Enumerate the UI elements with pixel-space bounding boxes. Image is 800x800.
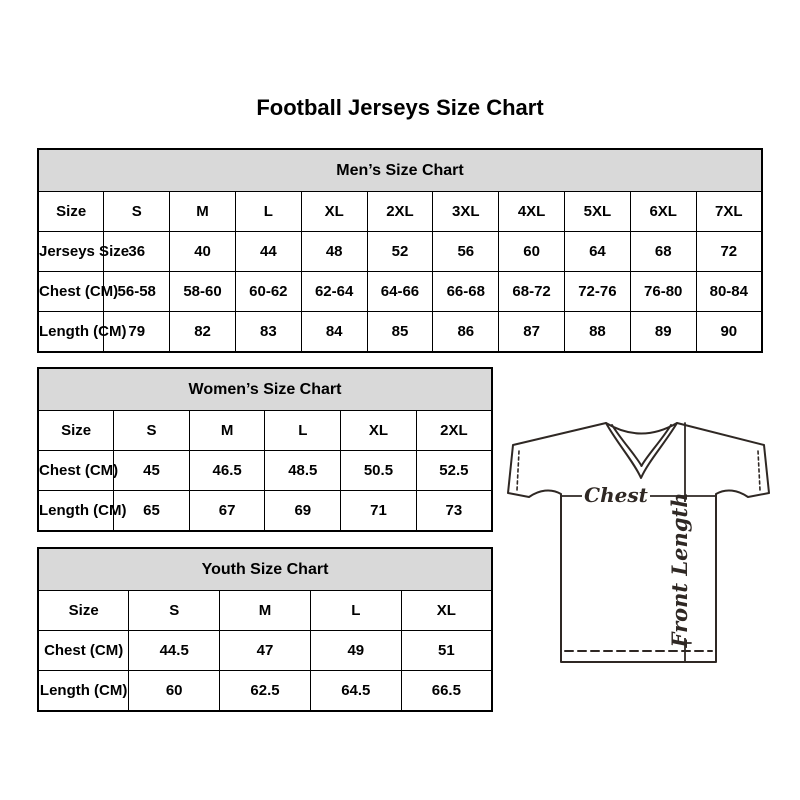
row-label-cell: Size <box>38 192 104 232</box>
value-cell: 44.5 <box>129 631 220 671</box>
value-cell: 36 <box>104 232 170 272</box>
table-title: Men’s Size Chart <box>38 149 762 192</box>
row-label-cell: Jerseys Size <box>38 232 104 272</box>
value-cell: 87 <box>499 312 565 353</box>
value-cell: M <box>220 591 311 631</box>
table-header-row <box>38 368 492 411</box>
value-cell: 45 <box>114 451 190 491</box>
table-row <box>38 591 492 631</box>
value-cell: L <box>265 411 341 451</box>
value-cell: 76-80 <box>630 272 696 312</box>
value-cell: M <box>189 411 265 451</box>
value-cell: 60-62 <box>235 272 301 312</box>
value-cell: 85 <box>367 312 433 353</box>
value-cell: L <box>235 192 301 232</box>
value-cell: 51 <box>401 631 492 671</box>
value-cell: 7XL <box>696 192 762 232</box>
row-label-cell: Chest (CM) <box>38 631 129 671</box>
jersey-collar-icon <box>606 423 677 478</box>
front-length-label: Front Length <box>667 492 692 648</box>
row-label-cell: Chest (CM) <box>38 272 104 312</box>
value-cell: 79 <box>104 312 170 353</box>
value-cell: XL <box>341 411 417 451</box>
jersey-diagram <box>495 400 785 690</box>
value-cell: 83 <box>235 312 301 353</box>
value-cell: 4XL <box>499 192 565 232</box>
value-cell: 86 <box>433 312 499 353</box>
table-row <box>38 671 492 712</box>
value-cell: 65 <box>114 491 190 532</box>
value-cell: 67 <box>189 491 265 532</box>
value-cell: M <box>170 192 236 232</box>
value-cell: XL <box>401 591 492 631</box>
value-cell: S <box>114 411 190 451</box>
value-cell: 88 <box>565 312 631 353</box>
table-title: Youth Size Chart <box>38 548 492 591</box>
value-cell: 50.5 <box>341 451 417 491</box>
value-cell: 58-60 <box>170 272 236 312</box>
value-cell: 52.5 <box>416 451 492 491</box>
value-cell: 60 <box>499 232 565 272</box>
row-label-cell: Size <box>38 411 114 451</box>
value-cell: 66.5 <box>401 671 492 712</box>
value-cell: 6XL <box>630 192 696 232</box>
jersey-outline-icon <box>508 423 769 662</box>
chest-label: Chest <box>584 483 648 507</box>
value-cell: 80-84 <box>696 272 762 312</box>
womens-size-table <box>37 367 493 532</box>
value-cell: 62.5 <box>220 671 311 712</box>
value-cell: 44 <box>235 232 301 272</box>
value-cell: 64-66 <box>367 272 433 312</box>
value-cell: 66-68 <box>433 272 499 312</box>
value-cell: 69 <box>265 491 341 532</box>
table-title: Women’s Size Chart <box>38 368 492 411</box>
value-cell: 56-58 <box>104 272 170 312</box>
value-cell: 48 <box>301 232 367 272</box>
table-row <box>38 631 492 671</box>
value-cell: 47 <box>220 631 311 671</box>
value-cell: L <box>310 591 401 631</box>
row-label-cell: Size <box>38 591 129 631</box>
table-row <box>38 272 762 312</box>
table-header-row <box>38 548 492 591</box>
table-row <box>38 451 492 491</box>
value-cell: 68-72 <box>499 272 565 312</box>
table-row <box>38 192 762 232</box>
sleeve-stitch-left-icon <box>517 451 519 490</box>
mens-size-table <box>37 148 763 353</box>
value-cell: 84 <box>301 312 367 353</box>
value-cell: 71 <box>341 491 417 532</box>
value-cell: 56 <box>433 232 499 272</box>
value-cell: 82 <box>170 312 236 353</box>
table-row <box>38 232 762 272</box>
value-cell: 90 <box>696 312 762 353</box>
value-cell: 48.5 <box>265 451 341 491</box>
value-cell: 73 <box>416 491 492 532</box>
value-cell: 64 <box>565 232 631 272</box>
value-cell: S <box>129 591 220 631</box>
value-cell: 62-64 <box>301 272 367 312</box>
row-label-cell: Length (CM) <box>38 491 114 532</box>
value-cell: S <box>104 192 170 232</box>
value-cell: 5XL <box>565 192 631 232</box>
value-cell: 72 <box>696 232 762 272</box>
page-title: Football Jerseys Size Chart <box>256 95 544 120</box>
table-row <box>38 411 492 451</box>
value-cell: 2XL <box>416 411 492 451</box>
row-label-cell: Length (CM) <box>38 671 129 712</box>
row-label-cell: Length (CM) <box>38 312 104 353</box>
value-cell: 64.5 <box>310 671 401 712</box>
value-cell: 72-76 <box>565 272 631 312</box>
value-cell: 89 <box>630 312 696 353</box>
youth-size-table <box>37 547 493 712</box>
value-cell: 46.5 <box>189 451 265 491</box>
value-cell: 60 <box>129 671 220 712</box>
value-cell: 2XL <box>367 192 433 232</box>
value-cell: 49 <box>310 631 401 671</box>
value-cell: 3XL <box>433 192 499 232</box>
value-cell: 52 <box>367 232 433 272</box>
table-row <box>38 312 762 353</box>
sleeve-stitch-right-icon <box>758 451 760 490</box>
table-header-row <box>38 149 762 192</box>
row-label-cell: Chest (CM) <box>38 451 114 491</box>
value-cell: XL <box>301 192 367 232</box>
value-cell: 40 <box>170 232 236 272</box>
value-cell: 68 <box>630 232 696 272</box>
table-row <box>38 491 492 532</box>
